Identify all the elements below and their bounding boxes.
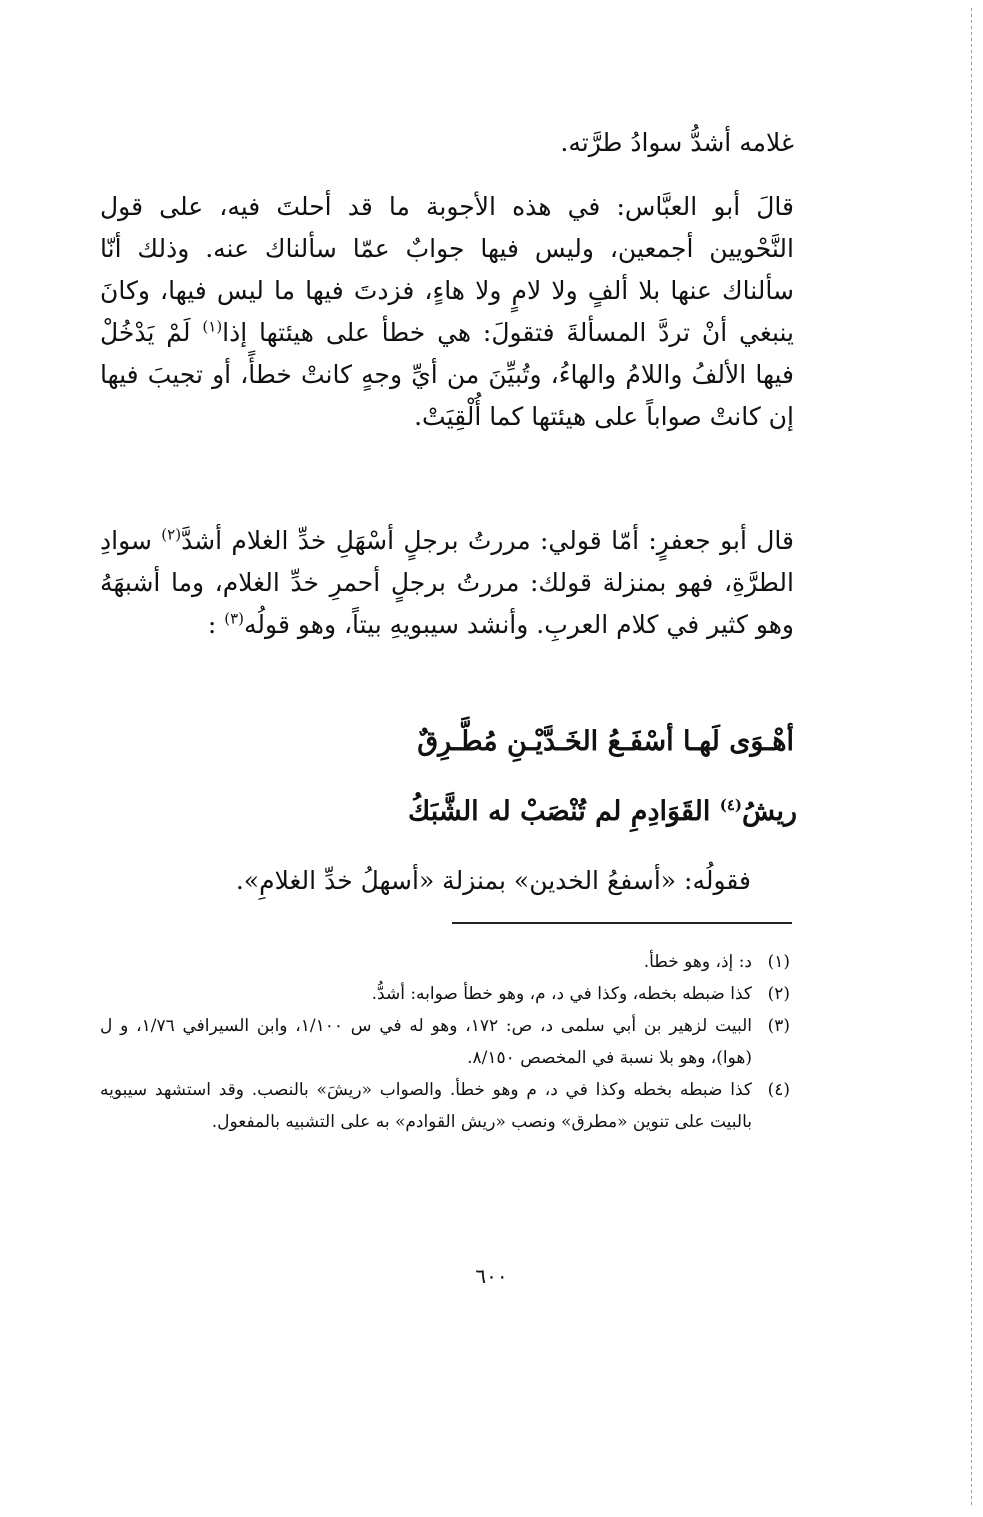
footnote-item xyxy=(100,946,790,978)
paragraph-2-text: قالَ أبو العبَّاس: في هذه الأجوبة ما قد أحلتَ فيه، على قول النَّحْويين أجمعين، وليس فيها جوابٌ عمّا سألناك عنه. وذلك أنّا سألناك عنها بلا ألفٍ ولا لامٍ ولا هاءٍ، فزدتَ فيها ما ليس فيها، وكانَ ينبغي أنْ تردَّ المسألةَ فتقولَ: هي خطأ على هيئتها إذا xyxy=(100,192,794,347)
paragraph-3-part-a: قال أبو جعفرٍ: أمّا قولي: مررتُ برجلٍ أسْهَلِ خدِّ الغلام أشدَّ xyxy=(181,526,794,555)
footnote-item xyxy=(100,978,790,1010)
paragraph-2-tail: لَمْ يَدْخُلْ فيها الألفُ واللامُ والهاءُ، وتُبيِّنَ من أيِّ وجهٍ كانتْ خطأً، أو تجيبَ فيها إن كانتْ صواباً على هيئتها كما أُلْقِيَتْ. xyxy=(100,318,794,431)
footnote-separator xyxy=(452,922,792,924)
footnote-ref-4: (٤) xyxy=(719,796,743,814)
verse-line-1: أهْـوَى لَهـا أسْفَـعُ الخَـدَّيْـنِ مُطَّـرِقٌ xyxy=(417,726,794,757)
footnote-text: البيت لزهير بن أبي سلمى د، ص: ١٧٢، وهو له في س ١/١٠٠، وابن السيرافي ١/٧٦، و ل (هوا)، وهو بلا نسبة في المخصص ٨/١٥٠. xyxy=(100,1016,752,1068)
footnote-number: (٢) xyxy=(767,984,790,1004)
footnotes xyxy=(100,946,790,1138)
footnote-number: (١) xyxy=(767,952,790,972)
verse-line-2-start: ريشُ xyxy=(742,796,797,827)
footnote-number: (٤) xyxy=(767,1080,790,1100)
footnote-text: د: إذ، وهو خطأ. xyxy=(643,952,752,972)
paragraph-3-part-b: سوادِ الطرَّةِ، فهو بمنزلة قولك: مررتُ برجلٍ أحمرِ خدِّ الغلام، وما أشبهَهُ وهو كثير في كلام العربِ. وأنشد سيبويهِ بيتاً، وهو قولُه xyxy=(100,526,794,639)
verse-line-2 xyxy=(408,792,797,832)
footnote-item xyxy=(100,1010,790,1074)
page-number: ٦٠٠ xyxy=(475,1264,508,1288)
footnote-text: كذا ضبطه بخطه وكذا في د، م وهو خطأ. والصواب «ريشَ» بالنصب. وقد استشهد سيبويه بالبيت على تنوين «مطرق» ونصب «ريش القوادم» به على التشبيه بالمفعول. xyxy=(100,1080,752,1132)
verse-commentary: فقولُه: «أسفعُ الخدين» بمنزلة «أسهلُ خدِّ الغلامِ». xyxy=(235,866,751,895)
footnote-ref-2: (٢) xyxy=(161,525,182,544)
paragraph-1: غلامه أشدُّ سوادُ طرَّته. xyxy=(560,128,794,157)
paragraph-2 xyxy=(100,186,794,438)
paragraph-3 xyxy=(100,520,794,646)
footnote-ref-1: (١) xyxy=(202,317,223,336)
verse-line-2-end: القَوَادِمِ لم تُنْصَبْ له الشَّبَكُ xyxy=(407,796,720,827)
paragraph-3-part-c: : xyxy=(207,610,225,639)
footnote-number: (٣) xyxy=(767,1016,790,1036)
footnote-item xyxy=(100,1074,790,1138)
footnote-ref-3: (٣) xyxy=(224,609,245,628)
footnote-text: كذا ضبطه بخطه، وكذا في د، م، وهو خطأ صوابه: أشدُّ. xyxy=(371,984,752,1004)
